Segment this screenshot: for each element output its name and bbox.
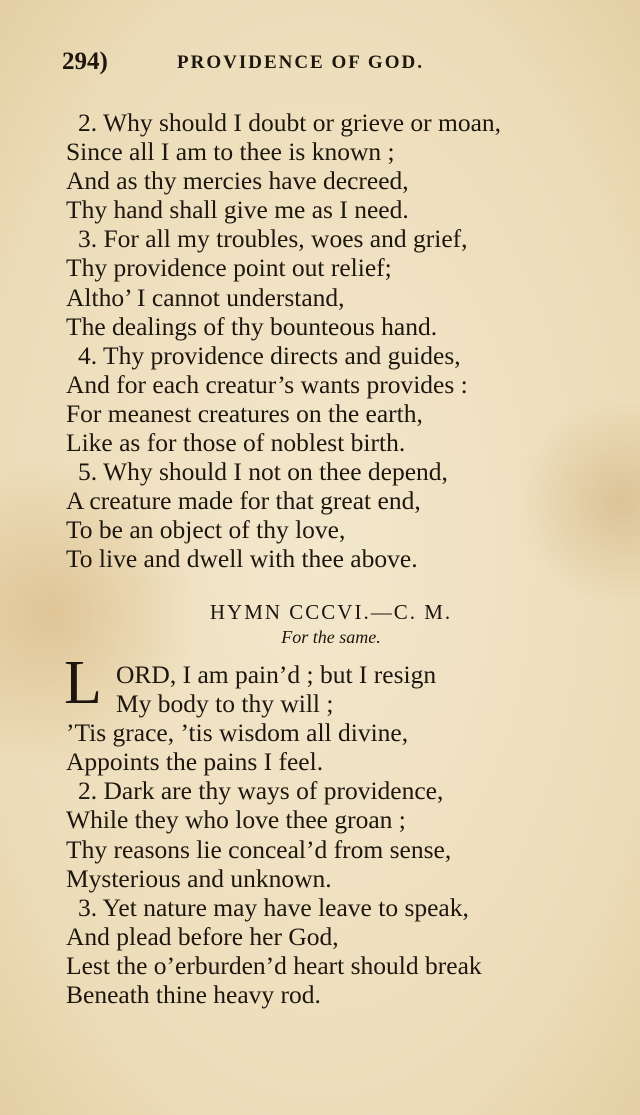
verse-line: Mysterious and unknown. xyxy=(66,863,332,893)
verse-line: Altho’ I cannot understand, xyxy=(66,282,345,312)
hymn-subtitle: For the same. xyxy=(281,627,381,647)
verse-line: Like as for those of noblest birth. xyxy=(66,428,406,458)
verse-line: Appoints the pains I feel. xyxy=(66,747,324,777)
verse-line: 2. Dark are thy ways of providence, xyxy=(78,776,444,806)
verse-line: Beneath thine heavy rod. xyxy=(66,980,321,1010)
verse-line: 5. Why should I not on thee depend, xyxy=(78,457,448,487)
verse-line: 3. For all my troubles, woes and grief, xyxy=(78,224,468,254)
verse-line: 2. Why should I doubt or grieve or moan, xyxy=(78,108,502,137)
hymn-verses xyxy=(66,660,606,1009)
verse-line: Lest the o’erburden’d heart should break xyxy=(66,950,482,980)
verse-line: A creature made for that great end, xyxy=(66,486,421,516)
verse-line: While they who love thee groan ; xyxy=(66,805,406,835)
verse-line: ORD, I am pain’d ; but I resign xyxy=(116,660,437,689)
verse-line: And plead before her God, xyxy=(66,921,339,951)
verse-line: Since all I am to thee is known ; xyxy=(66,137,395,167)
hymn-title: HYMN CCCVI.—C. M. xyxy=(209,600,453,624)
verse-line: To be an object of thy love, xyxy=(66,515,346,545)
verse-line: Thy providence point out relief; xyxy=(66,253,392,283)
verse-line: And as thy mercies have decreed, xyxy=(66,166,409,196)
verse-line: For meanest creatures on the earth, xyxy=(66,398,423,428)
verse-line: 3. Yet nature may have leave to speak, xyxy=(78,892,469,922)
verse-line: Thy hand shall give me as I need. xyxy=(66,195,409,225)
verse-line: My body to thy will ; xyxy=(116,689,334,719)
verse-line: Thy reasons lie conceal’d from sense, xyxy=(66,834,452,864)
drop-capital: L xyxy=(64,649,102,717)
page-header xyxy=(62,48,582,82)
running-head: PROVIDENCE OF GOD. xyxy=(177,52,424,73)
verse-line: To live and dwell with thee above. xyxy=(66,544,418,574)
verse-line: ’Tis grace, ’tis wisdom all divine, xyxy=(66,718,409,748)
verse-block-continued xyxy=(66,108,606,574)
verse-line: And for each creatur’s wants provides : xyxy=(66,369,468,399)
verse-line: 4. Thy providence directs and guides, xyxy=(78,340,461,370)
page-number: 294) xyxy=(62,48,108,75)
verse-line: The dealings of thy bounteous hand. xyxy=(66,311,438,341)
